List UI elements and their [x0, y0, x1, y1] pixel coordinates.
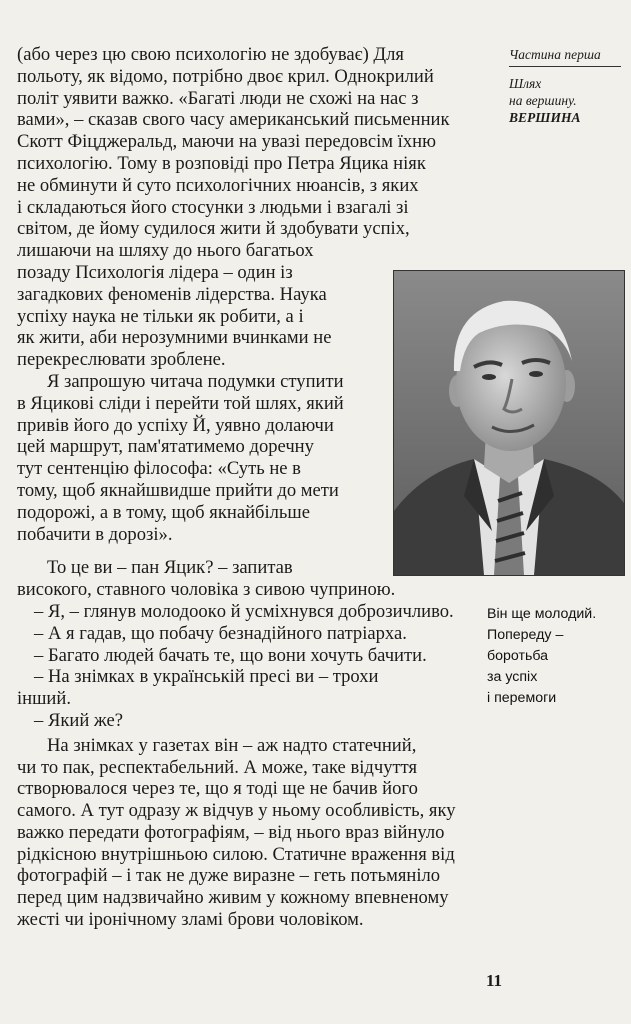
paragraph	[17, 371, 456, 545]
text-line: рідкісною внутрішньою силою. Статичне враження від	[17, 843, 455, 865]
text-line: перед цим надзвичайно живим у кожному впевненому	[17, 887, 449, 909]
text-line: самого. А тут одразу ж відчув у ньому особливість, яку	[17, 800, 456, 822]
part-title: Частина перша	[509, 46, 621, 67]
dialogue-line: високого, ставного чоловіка з сивою чуприною.	[17, 579, 396, 601]
text-line: На знімках у газетах він – аж надто статечний,	[47, 734, 417, 756]
text-line: чи то пак, респектабельний. А може, таке відчуття	[17, 756, 418, 778]
paragraph	[17, 735, 456, 931]
caption-line: боротьба	[487, 648, 549, 664]
text-line: цей маршрут, пам'ятатимемо доречну	[17, 436, 314, 458]
caption-line: Попереду –	[487, 627, 564, 643]
dialogue-line: – Я, – глянув молодоокo й усміхнувся доброзичливо.	[34, 600, 454, 622]
text-line: лишаючи на шляху до нього багатьох	[17, 240, 314, 262]
text-line: світом, де йому судилося жити й здобувати успіх,	[17, 218, 410, 240]
text-line: в Яцикові сліди і перейти той шлях, який	[17, 392, 344, 414]
dialogue	[17, 557, 456, 731]
text-line: вами», – сказав свого часу американський письменник	[17, 109, 450, 131]
dialogue-line: – А я гадав, що побачу безнадійного патріарха.	[34, 622, 407, 644]
text-line: політ уявити важко. «Багаті люди не схожі на нас з	[17, 87, 419, 109]
text-line: польоту, як відомо, потрібно двоє крил. Однокрилий	[17, 65, 434, 87]
text-line: і складаються його стосунки з людьми і взагалі зі	[17, 196, 409, 218]
body-text	[17, 44, 456, 931]
text-line: Я запрошую читача подумки ступити	[47, 370, 344, 392]
section-title-line: Шлях	[509, 76, 542, 91]
portrait-illustration	[394, 271, 624, 575]
text-line: загадкових феноменів лідерства. Наука	[17, 283, 327, 305]
text-line: позаду Психологія лідера – один із	[17, 261, 293, 283]
portrait-photo	[393, 270, 625, 576]
text-line: жесті чи іронічному зламі брови чоловіком.	[17, 909, 364, 931]
paragraph	[17, 44, 456, 371]
dialogue-line: То це ви – пан Яцик? – запитав	[47, 557, 293, 579]
page-number: 11	[486, 971, 503, 990]
text-line: (або через цю свою психологію не здобуває) Для	[17, 44, 404, 65]
text-line: подорожі, а в тому, щоб якнайбільше	[17, 501, 310, 523]
text-line: не обминути й суто психологічних нюансів, з яких	[17, 174, 419, 196]
text-line: привів його до успіху Й, уявно долаючи	[17, 414, 334, 436]
section-title-line: на вершину.	[509, 93, 577, 108]
text-line: фотографій – і так не дуже виразне – геть потьмяніло	[17, 865, 441, 887]
dialogue-line: – На знімках в українській пресі ви – трохи	[34, 666, 379, 688]
text-line: психологію. Тому в розповіді про Петра Яцика ніяк	[17, 152, 426, 174]
text-line: важко передати фотографіям, – від нього враз війнуло	[17, 821, 445, 843]
photo-caption	[487, 604, 627, 709]
text-line: перекреслювати зроблене.	[17, 349, 226, 371]
section-title-bold: ВЕРШИНА	[509, 110, 581, 125]
caption-line: за успіх	[487, 669, 538, 685]
caption-line: Він ще молодий.	[487, 606, 597, 622]
text-line: Скотт Фіцджеральд, маючи на увазі передовсім їхню	[17, 131, 436, 153]
dialogue-line: – Який же?	[34, 709, 124, 731]
text-line: тут сентенцію філософа: «Суть не в	[17, 458, 301, 480]
dialogue-line: інший.	[17, 688, 71, 710]
dialogue-line: – Багато людей бачать те, що вони хочуть бачити.	[34, 644, 427, 666]
text-line: побачити в дорозі».	[17, 523, 173, 545]
text-line: тому, щоб якнайшвидше прийти до мети	[17, 479, 339, 501]
text-line: успіху наука не тільки як робити, а і	[17, 305, 304, 327]
text-line: створювалося через те, що я тоді ще не бачив його	[17, 778, 418, 800]
text-line: як жити, аби нерозумними вчинками не	[17, 327, 332, 349]
running-header	[509, 46, 621, 126]
caption-line: і перемоги	[487, 690, 557, 706]
